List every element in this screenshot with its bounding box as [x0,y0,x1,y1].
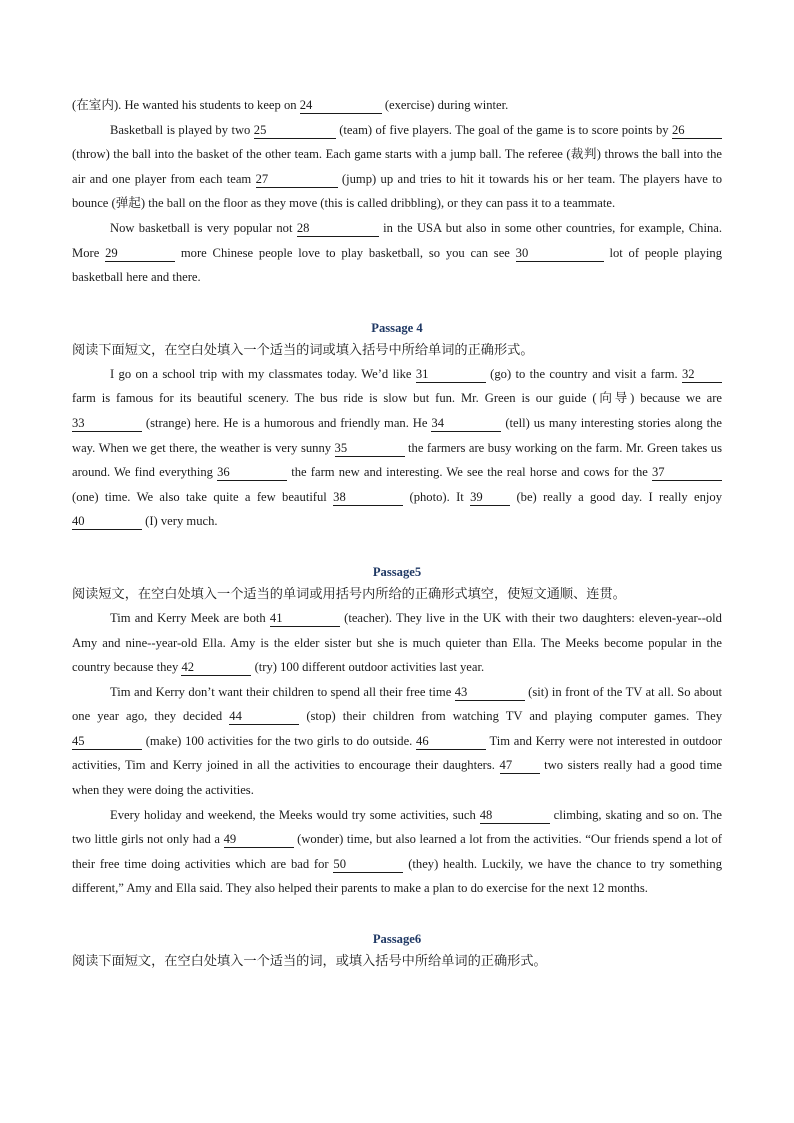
blank-32[interactable]: 32 [682,367,722,383]
blank-37[interactable]: 37 [652,465,722,481]
blank-35[interactable]: 35 [335,441,405,457]
blank-39[interactable]: 39 [470,490,510,506]
blank-45[interactable]: 45 [72,734,142,750]
passage5-paragraph-1: Tim and Kerry Meek are both 41 (teacher). They live in the UK with their two daughters: eleven-year--old Amy and nine--year-old Ella. Amy is the elder sister but she is much quieter than Ella. The Meeks become popular in the country because they 42 (try) 100 different outdoor activities last year. [72,610,722,675]
blank-33[interactable]: 33 [72,416,142,432]
passage3-paragraph-3: Now basketball is very popular not 28 in the USA but also in some other countries, for example, China. More 29 more Chinese people love to play basketball, so you can see 30 lot of people playing basketball here and there. [72,220,722,285]
blank-29[interactable]: 29 [105,246,175,262]
passage5-paragraph-2: Tim and Kerry don’t want their children to spend all their free time 43 (sit) in front of the TV at all. So about one year ago, they decided 44 (stop) their children from watching TV and playing computer games. They 45 (make) 100 activities for the two girls to do outside. 46 Tim and Kerry were not interested in outdoor activities, Tim and Kerry joined in all the activities to encourage their daughters. 47 two sisters really had a good time when they were doing the activities. [72,684,722,798]
blank-38[interactable]: 38 [333,490,403,506]
blank-47[interactable]: 47 [500,758,540,774]
blank-40[interactable]: 40 [72,514,142,530]
blank-30[interactable]: 30 [516,246,604,262]
passage5-title: Passage5 [372,564,422,579]
blank-42[interactable]: 42 [181,660,251,676]
passage6-instruction: 阅读下面短文，在空白处填入一个适当的词，或填入括号中所给单词的正确形式。 [72,954,547,970]
passage5-paragraph-3: Every holiday and weekend, the Meeks would try some activities, such 48 climbing, skating and so on. The two little girls not only had a 49 (wonder) time, but also learned a lot from the activities. “Our friends spend a lot of their free time doing activities which are bad for 50 (they) health. Luckily, we have the chance to try something different,” Amy and Ella said. They also helped their parents to make a plan to do exercise for the next 12 months. [72,807,723,896]
passage5-instruction: 阅读短文，在空白处填入一个适当的单词或用括号内所给的正确形式填空，使短文通顺、连贯。 [72,586,626,602]
passage3-paragraph-2: Basketball is played by two 25 (team) of five players. The goal of the game is to score points by 26 (throw) the ball into the basket of the other team. Each game starts with a jump ball. The referee (裁判) throws the ball into the air and one player from each team 27 (jump) up and tries to hit it towards his or her team. The players have to bounce (弹起) the ball on the floor as they move (this is called dribbling), or they can pass it to a teammate. [72,122,723,211]
blank-48[interactable]: 48 [480,808,550,824]
blank-46[interactable]: 46 [416,734,486,750]
passage3-paragraph-1: (在室内). He wanted his students to keep on 24 (exercise) during winter. [72,98,509,112]
blank-26[interactable]: 26 [672,123,722,139]
blank-25[interactable]: 25 [254,123,336,139]
blank-34[interactable]: 34 [431,416,501,432]
worksheet-page [72,93,722,973]
blank-44[interactable]: 44 [229,709,299,725]
passage4-title: Passage 4 [371,320,423,335]
blank-50[interactable]: 50 [333,857,403,873]
blank-27[interactable]: 27 [256,172,338,188]
blank-31[interactable]: 31 [416,367,486,383]
blank-24[interactable]: 24 [300,98,382,114]
passage4-paragraph: I go on a school trip with my classmates today. We’d like 31 (go) to the country and visit a farm. 32 farm is famous for its beautiful scenery. The bus ride is slow but fun. Mr. Green is our guide (向导) because we are 33 (strange) here. He is a humorous and friendly man. He 34 (tell) us many interesting stories along the way. When we get there, the weather is very sunny 35 the farmers are busy working on the farm. Mr. Green takes us around. We find everything 36 the farm new and interesting. We see the real horse and cows for the 37 (one) time. We also take quite a few beautiful 38 (photo). It 39 (be) really a good day. I really enjoy 40 (I) very much. [72,366,722,529]
passage4-instruction: 阅读下面短文，在空白处填入一个适当的词或填入括号中所给单词的正确形式。 [72,342,534,358]
blank-28[interactable]: 28 [297,221,379,237]
blank-43[interactable]: 43 [455,685,525,701]
blank-41[interactable]: 41 [270,611,340,627]
blank-49[interactable]: 49 [224,832,294,848]
blank-36[interactable]: 36 [217,465,287,481]
passage6-title: Passage6 [372,932,422,947]
